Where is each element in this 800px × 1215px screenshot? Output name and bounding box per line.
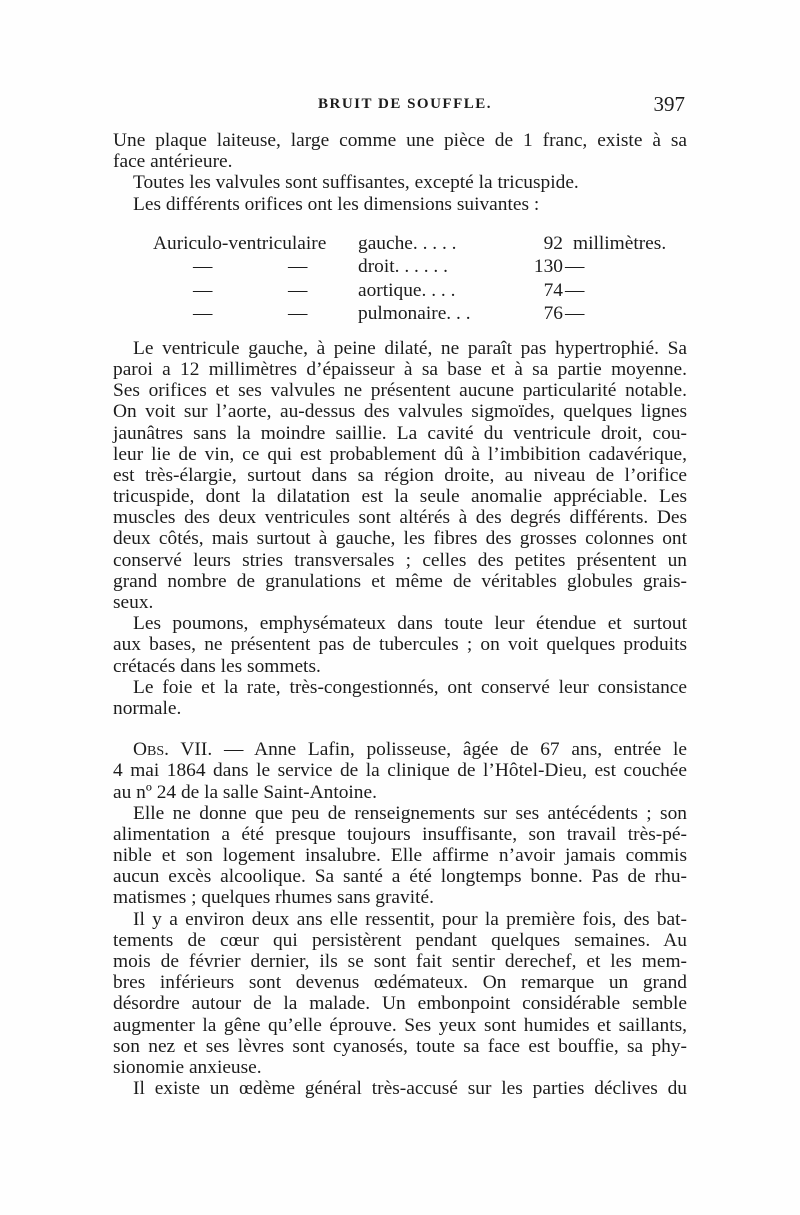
text-line: aux bases, ne présentent pas de tubercules ; on voit quelques produits xyxy=(113,634,687,656)
table-row xyxy=(113,302,687,326)
text-line: Ses orifices et ses valvules ne présentent aucune particularité notable. xyxy=(113,380,687,402)
text-line: jaunâtres sans la moindre saillie. La cavité du ventricule droit, cou- xyxy=(113,422,687,444)
table-row xyxy=(113,232,687,256)
text-line: muscles des deux ventricules sont altérés à des degrés différents. Des xyxy=(113,507,687,529)
table-cell: pulmonaire. . . xyxy=(358,303,471,325)
paragraph-ventricule xyxy=(113,338,687,613)
table-row xyxy=(113,255,687,279)
table-cell: — xyxy=(288,256,308,278)
text-line: Le foie et la rate, très-congestionnés, ont conservé leur consistance xyxy=(133,676,687,698)
text-line: est très-élargie, surtout dans sa région droite, au niveau de l’orifice xyxy=(113,464,687,486)
text-line: Une plaque laiteuse, large comme une pièce de 1 franc, existe à sa xyxy=(113,130,687,151)
table-cell: millimètres. xyxy=(573,232,667,254)
observation-label: Obs. VII. xyxy=(133,739,213,761)
text-line: nible et son logement insalubre. Elle affirme n’avoir jamais commis xyxy=(113,845,687,867)
paragraph-elle xyxy=(113,803,687,909)
observation-vii xyxy=(113,739,687,803)
table-cell: Auriculo-ventriculaire xyxy=(153,232,327,254)
table-cell: — xyxy=(565,303,585,325)
text-line: Les poumons, emphysémateux dans toute leur étendue et surtout xyxy=(133,613,687,635)
text-line: matismes ; quelques rhumes sans gravité. xyxy=(113,887,434,909)
page-number: 397 xyxy=(653,92,685,116)
text-line: mois de février dernier, ils se sont fait sentir derechef, et les mem- xyxy=(113,951,687,972)
paragraph-poumons xyxy=(113,613,687,677)
text-line: Il existe un œdème général très-accusé sur les parties déclives du xyxy=(133,1078,687,1100)
paragraph-environ xyxy=(113,909,687,1079)
observation-intro: — Anne Lafin, polisseuse, âgée de 67 ans, entrée le xyxy=(223,739,687,761)
table-cell: droit. . . . . . xyxy=(358,256,448,278)
table-cell: — xyxy=(193,279,213,301)
text-line: face antérieure. xyxy=(113,151,233,173)
text-line: Elle ne donne que peu de renseignements sur ses antécédents ; son xyxy=(133,802,687,824)
text-line: son nez et ses lèvres sont cyanosés, toute sa face est bouffie, sa phy- xyxy=(113,1035,687,1057)
text-line: Il y a environ deux ans elle ressentit, pour la première fois, des bat- xyxy=(133,908,687,930)
text-line: On voit sur l’aorte, au-dessus des valvules sigmoïdes, quelques lignes xyxy=(113,401,687,423)
body-text xyxy=(113,130,687,1099)
table-cell: 74 xyxy=(543,279,563,301)
table-cell: 92 xyxy=(543,232,563,254)
orifices-table xyxy=(113,232,687,326)
text-line: conservé leurs stries transversales ; celles des petites présentent un xyxy=(113,549,687,571)
text-line: 4 mai 1864 dans le service de la clinique de l’Hôtel-Dieu, est couchée xyxy=(113,760,687,782)
text-line: crétacés dans les sommets. xyxy=(113,655,321,677)
text-line: sionomie anxieuse. xyxy=(113,1056,262,1078)
text-line: leur lie de vin, ce qui est probablement dû à l’imbibition cadavérique, xyxy=(113,443,687,465)
table-cell: 130 xyxy=(533,256,563,278)
table-cell: — xyxy=(288,279,308,301)
table-row xyxy=(113,279,687,303)
table-cell: — xyxy=(565,279,585,301)
table-cell: aortique. . . . xyxy=(358,279,456,301)
text-line: seux. xyxy=(113,592,154,613)
text-line: Toutes les valvules sont suffisantes, excepté la tricuspide. xyxy=(133,172,579,194)
table-cell: gauche. . . . . xyxy=(358,232,457,254)
table-cell: 76 xyxy=(543,303,563,325)
text-line: normale. xyxy=(113,697,182,719)
text-line xyxy=(113,739,687,760)
text-line: au nº 24 de la salle Saint-Antoine. xyxy=(113,781,377,803)
table-cell: — xyxy=(565,256,585,278)
text-line: alimentation a été presque toujours insuffisante, son travail très-pé- xyxy=(113,823,687,845)
text-line: tements de cœur qui persistèrent pendant quelques semaines. Au xyxy=(113,929,687,951)
text-line: deux côtés, mais surtout à gauche, les fibres des grosses colonnes ont xyxy=(113,528,687,550)
text-line: Les différents orifices ont les dimensions suivantes : xyxy=(133,193,540,215)
text-line: grand nombre de granulations et même de véritables globules grais- xyxy=(113,570,687,592)
text-line: bres inférieurs sont devenus œdémateux. On remarque un grand xyxy=(113,972,687,994)
text-line: Le ventricule gauche, à peine dilaté, ne paraît pas hypertrophié. Sa xyxy=(133,337,687,359)
text-line: paroi a 12 millimètres d’épaisseur à sa base et à sa partie moyenne. xyxy=(113,358,687,380)
text-line: désordre autour de la malade. Un embonpoint considérable semble xyxy=(113,993,687,1015)
text-line: tricuspide, dont la dilatation est la seule anomalie appréciable. Les xyxy=(113,486,687,508)
table-cell: — xyxy=(193,303,213,325)
paragraph-foie xyxy=(113,677,687,719)
running-title: BRUIT DE SOUFFLE. xyxy=(318,96,493,112)
text-line: augmenter la gêne qu’elle éprouve. Ses yeux sont humides et saillants, xyxy=(113,1014,687,1036)
table-cell: — xyxy=(193,256,213,278)
text-line: aucun excès alcoolique. Sa santé a été longtemps bonne. Pas de rhu- xyxy=(113,866,687,888)
table-cell: — xyxy=(288,303,308,325)
paragraph-oedeme xyxy=(113,1078,687,1099)
running-head xyxy=(113,92,685,122)
